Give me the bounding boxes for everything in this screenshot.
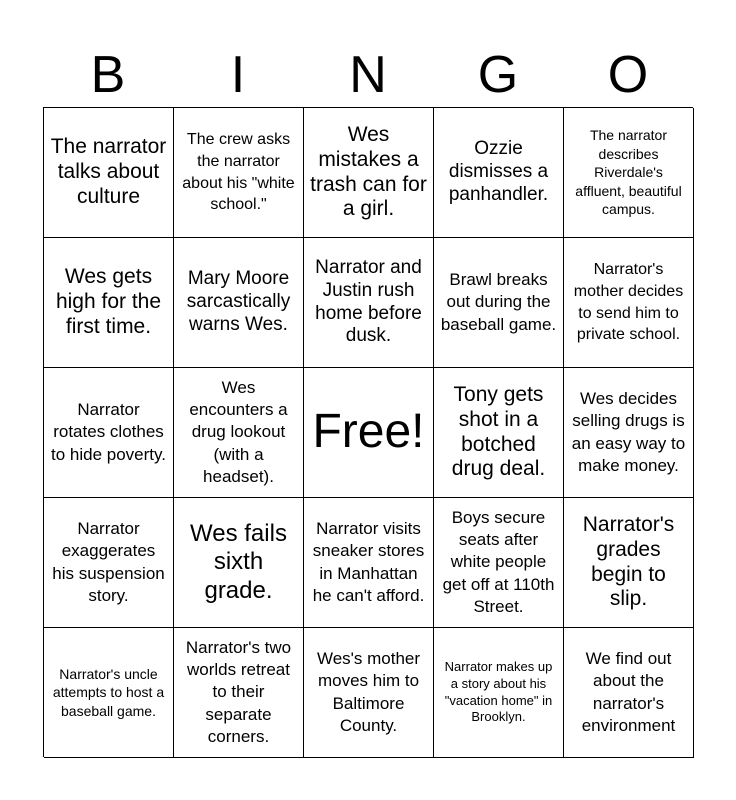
bingo-cell[interactable] — [44, 108, 174, 238]
bingo-cell[interactable] — [564, 628, 694, 758]
free-cell[interactable] — [304, 368, 434, 498]
header-letter-b: B — [90, 46, 126, 104]
bingo-cell[interactable] — [44, 368, 174, 498]
header-letter-i: I — [230, 46, 246, 104]
bingo-cell[interactable] — [304, 108, 434, 238]
header-letter-g: G — [477, 46, 519, 104]
cell-text: Wes gets high for the first time. — [55, 265, 162, 338]
bingo-cell[interactable] — [174, 368, 304, 498]
cell-text: Narrator's uncle attempts to host a baseball game. — [52, 665, 165, 719]
bingo-cell[interactable] — [564, 108, 694, 238]
header-letter-n: N — [349, 46, 387, 104]
cell-text: Narrator's two worlds retreat to their separate corners. — [185, 638, 292, 746]
bingo-cell[interactable] — [44, 498, 174, 628]
bingo-cell[interactable] — [434, 238, 564, 368]
bingo-cell[interactable] — [174, 628, 304, 758]
header-letter-o: O — [607, 46, 649, 104]
bingo-cell[interactable] — [564, 238, 694, 368]
bingo-header — [43, 44, 693, 106]
cell-text: Narrator exaggerates his suspension story. — [52, 519, 165, 605]
bingo-cell[interactable] — [434, 498, 564, 628]
cell-text: The narrator talks about culture — [50, 135, 167, 208]
bingo-board — [43, 107, 693, 757]
cell-text: Ozzie dismisses a panhandler. — [448, 138, 549, 205]
bingo-cell[interactable] — [304, 628, 434, 758]
cell-text: Wes fails sixth grade. — [190, 520, 287, 604]
cell-text: Mary Moore sarcastically warns Wes. — [186, 268, 291, 335]
cell-text: The narrator describes Riverdale's affluent, beautiful campus. — [575, 127, 682, 218]
cell-text: Wes decides selling drugs is an easy way to make money. — [571, 389, 686, 475]
bingo-cell[interactable] — [174, 498, 304, 628]
cell-text: Narrator's grades begin to slip. — [582, 512, 675, 611]
cell-text: Narrator makes up a story about his "vacation home" in Brooklyn. — [444, 658, 553, 725]
cell-text: The crew asks the narrator about his "white school." — [182, 131, 295, 214]
bingo-cell[interactable] — [174, 108, 304, 238]
bingo-cell[interactable] — [434, 368, 564, 498]
bingo-cell[interactable] — [434, 108, 564, 238]
cell-text: Wes's mother moves him to Baltimore County. — [316, 649, 421, 735]
cell-text: Boys secure seats after white people get off at 110th Street. — [442, 508, 555, 616]
cell-text: Narrator's mother decides to send him to private school. — [573, 261, 684, 344]
bingo-cell[interactable] — [434, 628, 564, 758]
bingo-cell[interactable] — [304, 498, 434, 628]
cell-text: Tony gets shot in a botched drug deal. — [451, 382, 546, 481]
bingo-cell[interactable] — [44, 238, 174, 368]
bingo-cell[interactable] — [564, 498, 694, 628]
cell-text: We find out about the narrator's environment — [581, 649, 676, 735]
free-text: Free! — [312, 405, 425, 459]
cell-text: Wes encounters a drug lookout (with a headset). — [189, 378, 288, 486]
cell-text: Brawl breaks out during the baseball game. — [440, 270, 557, 334]
cell-text: Wes mistakes a trash can for a girl. — [310, 122, 427, 221]
cell-text: Narrator and Justin rush home before dusk. — [315, 256, 422, 347]
cell-text: Narrator rotates clothes to hide poverty. — [51, 400, 166, 464]
bingo-cell[interactable] — [44, 628, 174, 758]
bingo-cell[interactable] — [304, 238, 434, 368]
bingo-cell[interactable] — [564, 368, 694, 498]
cell-text: Narrator visits sneaker stores in Manhattan he can't afford. — [312, 519, 425, 605]
bingo-cell[interactable] — [174, 238, 304, 368]
